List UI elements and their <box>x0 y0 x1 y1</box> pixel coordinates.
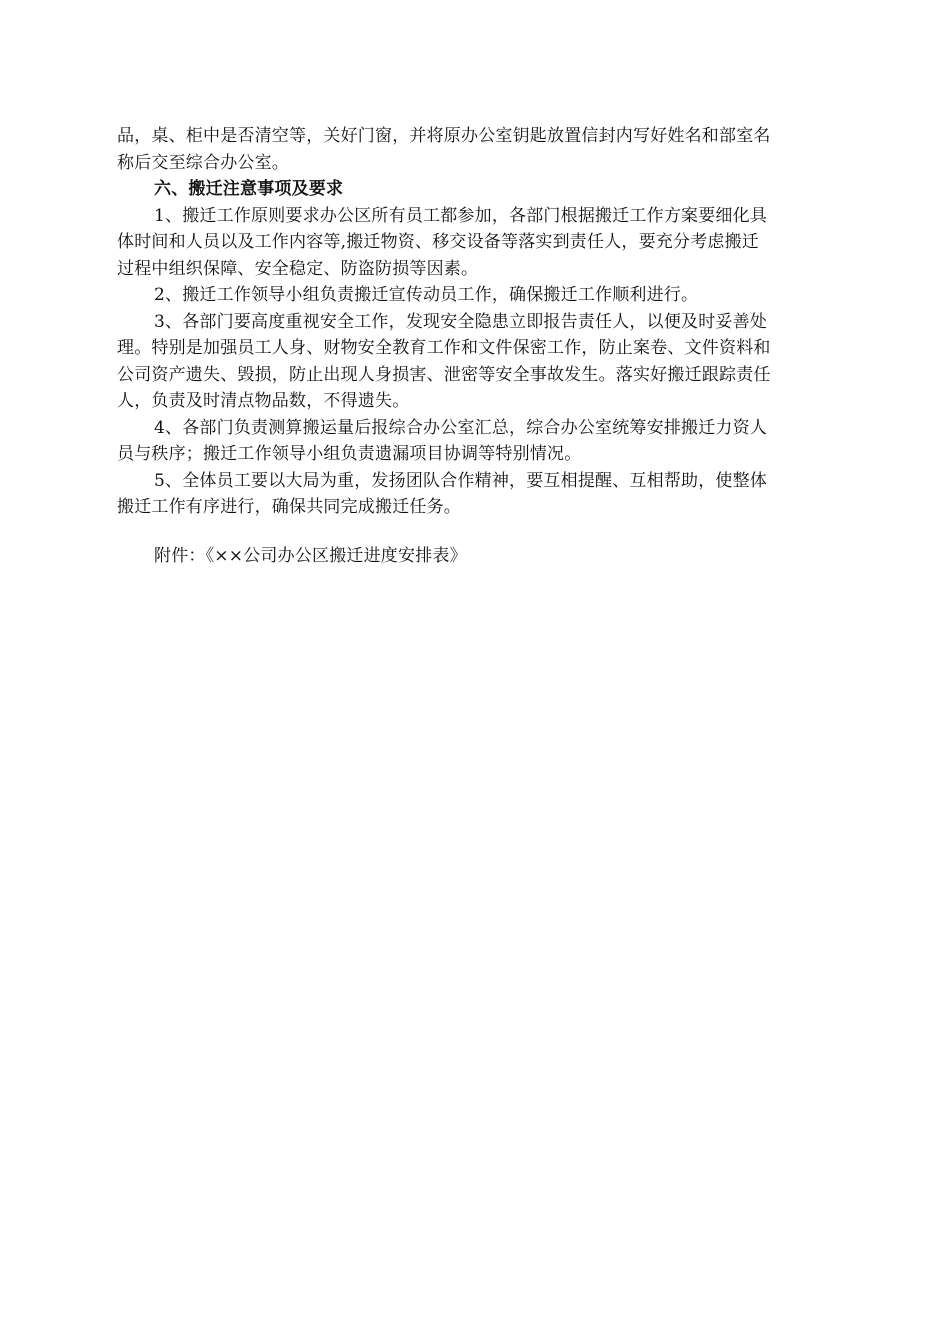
paragraph-line: 公司资产遗失、毁损，防止出现人身损害、泄密等安全事故发生。落实好搬迁跟踪责任 <box>117 364 771 385</box>
requirement-item-3 <box>117 309 852 415</box>
paragraph-line: 过程中组织保障、安全稳定、防盗防损等因素。 <box>117 258 479 279</box>
paragraph-line: 理。特别是加强员工人身、财物安全教育工作和文件保密工作，防止案卷、文件资料和 <box>117 338 771 358</box>
paragraph-line: 4、各部门负责测算搬运量后报综合办公室汇总，综合办公室统筹安排搬迁力资人 <box>154 417 768 438</box>
paragraph-line: 体时间和人员以及工作内容等,搬迁物资、移交设备等落实到责任人，要充分考虑搬迁 <box>117 232 760 252</box>
paragraph-line: 搬迁工作有序进行，确保共同完成搬迁任务。 <box>117 497 461 517</box>
intro-line: 品，桌、柜中是否清空等，关好门窗，并将原办公室钥匙放置信封内写好姓名和部室名 <box>117 126 771 146</box>
paragraph-spacer <box>117 521 852 543</box>
section-heading: 六、搬迁注意事项及要求 <box>154 179 344 199</box>
paragraph-line: 人，负责及时清点物品数，不得遗失。 <box>117 391 410 411</box>
paragraph-line: 1、搬迁工作原则要求办公区所有员工都参加，各部门根据搬迁工作方案要细化具 <box>154 205 768 226</box>
intro-line: 称后交至综合办公室。 <box>117 152 289 173</box>
attachment-line: 附件：《××公司办公区搬迁进度安排表》 <box>154 545 467 566</box>
requirement-item-1 <box>117 203 852 283</box>
requirement-item-2 <box>117 282 852 309</box>
document-body <box>117 123 852 569</box>
paragraph-line: 员与秩序；搬迁工作领导小组负责遗漏项目协调等特别情况。 <box>117 444 582 464</box>
paragraph-line: 5、全体员工要以大局为重，发扬团队合作精神，要互相提醒、互相帮助，使整体 <box>154 470 768 491</box>
requirement-item-4 <box>117 415 852 468</box>
paragraph-line: 2、搬迁工作领导小组负责搬迁宣传动员工作，确保搬迁工作顺利进行。 <box>154 285 699 305</box>
paragraph-line: 3、各部门要高度重视安全工作，发现安全隐患立即报告责任人，以便及时妥善处 <box>154 311 768 332</box>
requirement-item-5 <box>117 468 852 521</box>
